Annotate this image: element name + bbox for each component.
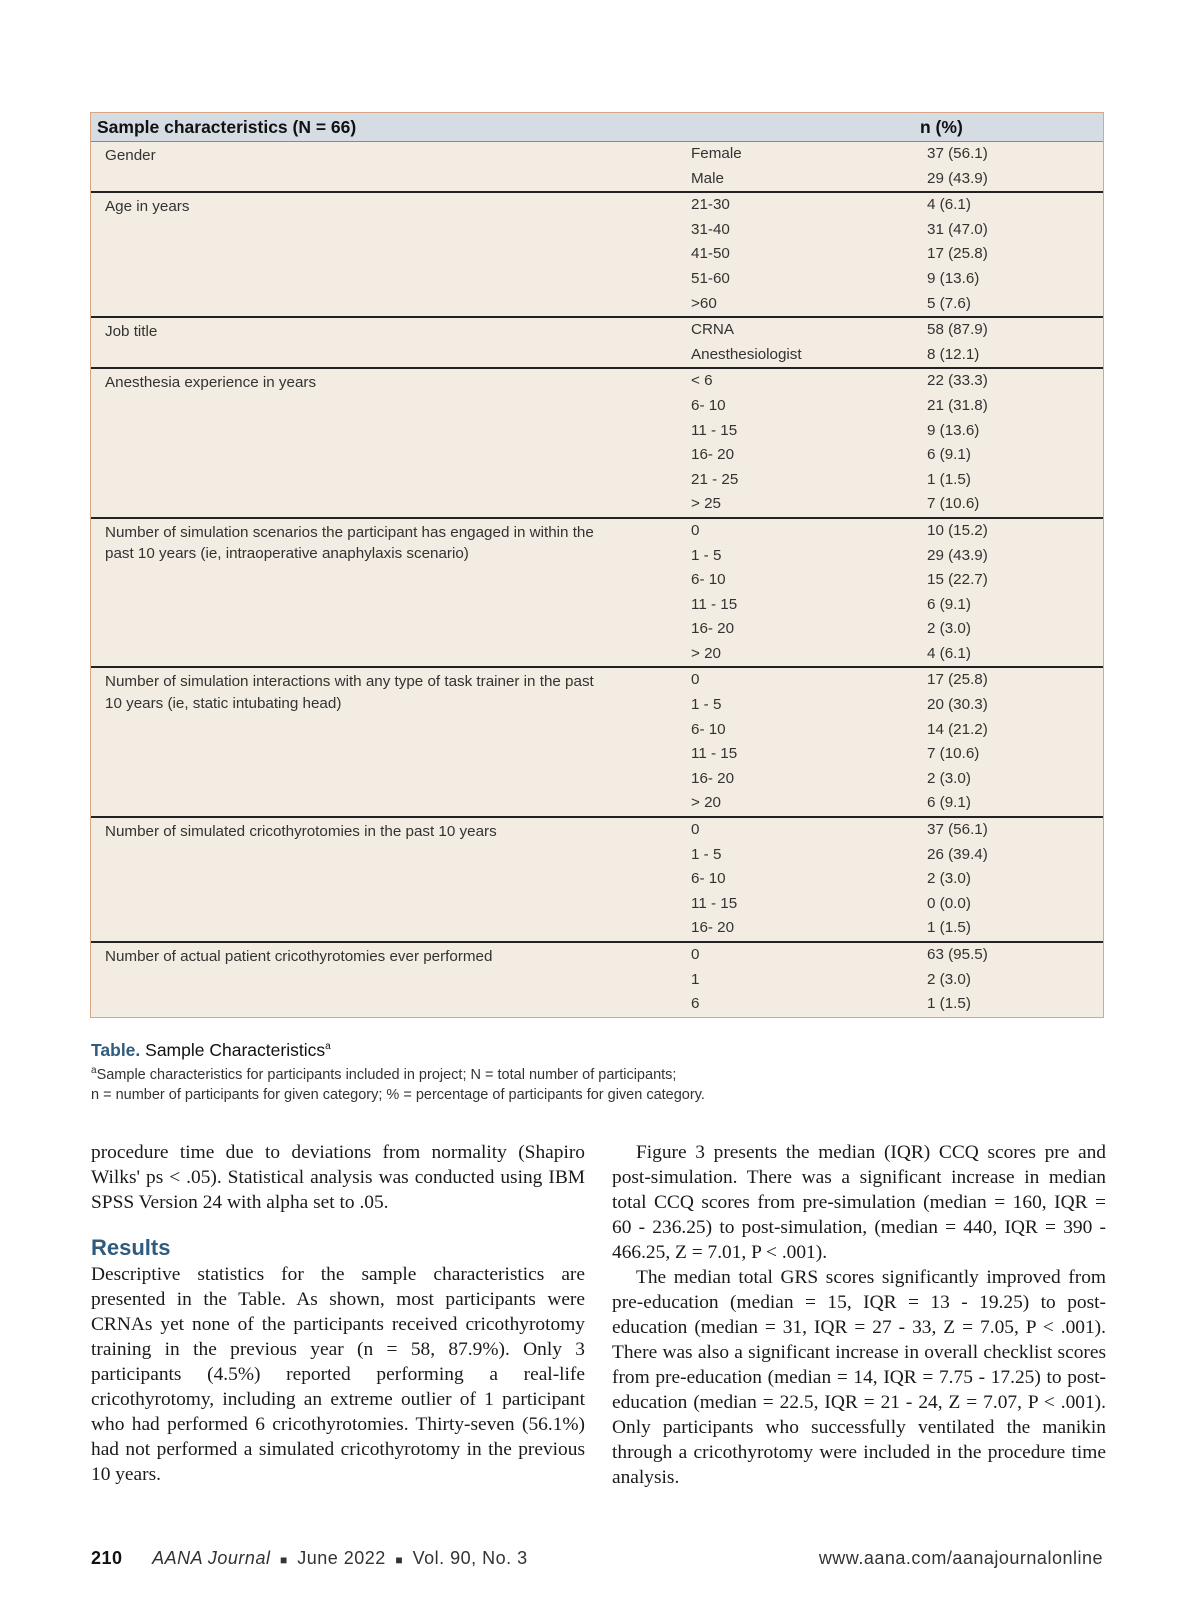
table-caption (91, 1040, 1103, 1105)
table-row (91, 192, 1103, 317)
subcategory-cell (678, 667, 914, 817)
count-percent-value: 6 (9.1) (927, 794, 971, 812)
count-percent-value: 1 (1.5) (927, 470, 971, 488)
count-percent-value: 21 (31.8) (927, 396, 988, 414)
count-percent-value: 6 (9.1) (927, 446, 971, 464)
subcategory-label: 21 - 25 (691, 470, 739, 488)
subcategory-label: 16- 20 (691, 769, 735, 787)
results-heading: Results (91, 1235, 171, 1260)
value-cell (914, 667, 1103, 817)
subcategory-cell (678, 942, 914, 1017)
right-paragraph-2: The median total GRS scores significantly improved from pre-education (median = 15, IQR = 13 - 19.25) to post-education (median = 31, IQR = 27 - 33, Z = 7.05, P < .001). There was also a significant increase in overall checklist scores from pre-education (median = 14, IQR = 7.75 - 17.25) to post-education (median = 22.5, IQR = 21 - 24, Z = 7.07, P < .001). Only participants who successfully ventilated the manikin through a cricothyrotomy were included in the procedure time analysis. (612, 1267, 1106, 1488)
value-cell (914, 942, 1103, 1017)
volume-issue: Vol. 90, No. 3 (412, 1548, 528, 1568)
count-percent-value: 7 (10.6) (927, 495, 980, 513)
page-number: 210 (91, 1548, 123, 1568)
table-header-characteristics: Sample characteristics (N = 66) (91, 113, 914, 142)
count-percent-value: 2 (3.0) (927, 970, 971, 988)
subcategory-label: 21-30 (691, 196, 730, 214)
category-label: Number of simulation interactions with any type of task trainer in the past 10 years (ie, static intubating head) (105, 673, 594, 712)
table-body (91, 142, 1103, 1017)
bullet-separator-icon: ■ (395, 1553, 404, 1567)
table-row (91, 942, 1103, 1017)
subcategory-label: 11 - 15 (691, 595, 738, 613)
caption-title (91, 1040, 1103, 1061)
caption-note-sup: a (91, 1065, 97, 1076)
category-label: Gender (105, 147, 156, 164)
left-column (91, 1140, 585, 1487)
count-percent-value: 31 (47.0) (927, 220, 988, 238)
count-percent-value: 1 (1.5) (927, 995, 971, 1013)
category-label: Age in years (105, 198, 190, 216)
count-percent-value: 4 (6.1) (927, 196, 971, 214)
caption-note (91, 1061, 1103, 1105)
caption-title-text: Sample Characteristics (145, 1040, 326, 1060)
subcategory-label: 1 (691, 970, 700, 988)
page-footer (91, 1548, 1103, 1569)
right-paragraph-1: Figure 3 presents the median (IQR) CCQ scores pre and post-simulation. There was a significant increase in median total CCQ scores from pre-simulation (median = 160, IQR = 60 - 236.25) to post-simulation, (median = 440, IQR = 390 - 466.25, Z = 7.01, P < .001). (612, 1142, 1106, 1263)
category-cell (91, 192, 678, 317)
count-percent-value: 9 (13.6) (927, 421, 980, 439)
count-percent-value: 37 (56.1) (927, 821, 988, 839)
count-percent-value: 29 (43.9) (927, 169, 988, 187)
subcategory-label: > 20 (691, 794, 721, 812)
subcategory-label: 0 (691, 671, 700, 689)
category-cell (91, 142, 678, 193)
count-percent-value: 2 (3.0) (927, 620, 971, 638)
subcategory-label: > 20 (691, 644, 721, 662)
subcategory-cell (678, 192, 914, 317)
subcategory-label: 6- 10 (691, 870, 726, 888)
count-percent-value: 10 (15.2) (927, 521, 988, 539)
caption-note-line1: Sample characteristics for participants included in project; N = total number of participants; (96, 1066, 677, 1083)
category-label: Job title (105, 323, 158, 341)
subcategory-label: 1 - 5 (691, 845, 722, 863)
subcategory-label: 16- 20 (691, 446, 735, 464)
category-cell (91, 368, 678, 518)
subcategory-label: CRNA (691, 321, 735, 339)
subcategory-label: 6- 10 (691, 396, 726, 414)
subcategory-label: 1 - 5 (691, 546, 722, 564)
table-header-n-percent: n (%) (914, 113, 1103, 142)
table-row (91, 518, 1103, 668)
subcategory-label: 51-60 (691, 269, 730, 287)
category-cell (91, 942, 678, 1017)
table-row (91, 368, 1103, 518)
subcategory-cell (678, 518, 914, 668)
subcategory-label: 11 - 15 (691, 745, 738, 763)
value-cell (914, 518, 1103, 668)
count-percent-value: 17 (25.8) (927, 671, 988, 689)
count-percent-value: 0 (0.0) (927, 894, 971, 912)
subcategory-label: 16- 20 (691, 620, 735, 638)
right-column (612, 1140, 1106, 1490)
subcategory-label: 6- 10 (691, 720, 726, 738)
count-percent-value: 2 (3.0) (927, 769, 971, 787)
value-cell (914, 192, 1103, 317)
subcategory-label: 0 (691, 946, 700, 963)
count-percent-value: 20 (30.3) (927, 696, 988, 714)
count-percent-value: 26 (39.4) (927, 845, 988, 863)
issue-date: June 2022 (297, 1548, 386, 1568)
count-percent-value: 2 (3.0) (927, 870, 971, 888)
category-cell (91, 817, 678, 942)
subcategory-label: < 6 (691, 372, 713, 390)
count-percent-value: 5 (7.6) (927, 294, 971, 312)
count-percent-value: 8 (12.1) (927, 345, 980, 363)
count-percent-value: 1 (1.5) (927, 919, 971, 937)
count-percent-value: 6 (9.1) (927, 595, 971, 613)
value-cell (914, 817, 1103, 942)
subcategory-label: Anesthesiologist (691, 345, 802, 363)
category-cell (91, 317, 678, 368)
category-label: Anesthesia experience in years (105, 374, 317, 392)
subcategory-cell (678, 368, 914, 518)
count-percent-value: 37 (56.1) (927, 145, 988, 162)
count-percent-value: 14 (21.2) (927, 720, 988, 738)
subcategory-label: 11 - 15 (691, 421, 738, 439)
left-paragraph-1: procedure time due to deviations from normality (Shapiro Wilks' ps < .05). Statistical analysis was conducted using IBM SPSS Version 24 with alpha set to .05. (91, 1142, 585, 1213)
table-header-row (91, 113, 1103, 142)
subcategory-label: Female (691, 145, 742, 162)
subcategory-label: 31-40 (691, 220, 730, 238)
subcategory-label: 0 (691, 521, 700, 539)
subcategory-label: 0 (691, 821, 700, 839)
count-percent-value: 17 (25.8) (927, 245, 988, 263)
count-percent-value: 15 (22.7) (927, 571, 988, 589)
subcategory-cell (678, 317, 914, 368)
count-percent-value: 58 (87.9) (927, 321, 988, 339)
subcategory-label: 6- 10 (691, 571, 726, 589)
count-percent-value: 7 (10.6) (927, 745, 980, 763)
caption-note-line2: n = number of participants for given category; % = percentage of participants for given category. (91, 1086, 705, 1103)
category-label: Number of simulated cricothyrotomies in the past 10 years (105, 823, 497, 841)
sample-characteristics-table (91, 113, 1103, 1017)
value-cell (914, 142, 1103, 193)
table-row (91, 317, 1103, 368)
journal-url: www.aana.com/aanajournalonline (818, 1548, 1103, 1568)
count-percent-value: 9 (13.6) (927, 269, 980, 287)
caption-label: Table. (91, 1040, 141, 1060)
table-row (91, 142, 1103, 193)
value-cell (914, 368, 1103, 518)
subcategory-label: 1 - 5 (691, 696, 722, 714)
count-percent-value: 22 (33.3) (927, 372, 988, 390)
subcategory-cell (678, 142, 914, 193)
subcategory-label: Male (691, 169, 724, 187)
category-cell (91, 667, 678, 817)
subcategory-cell (678, 817, 914, 942)
subcategory-label: 11 - 15 (691, 894, 738, 912)
subcategory-label: 41-50 (691, 245, 730, 263)
bullet-separator-icon: ■ (279, 1553, 288, 1567)
subcategory-label: >60 (691, 294, 717, 312)
category-cell (91, 518, 678, 668)
category-label: Number of simulation scenarios the participant has engaged in within the past 10 years (ie, intraoperative anaphylaxis scenario) (105, 523, 594, 563)
category-label: Number of actual patient cricothyrotomies ever performed (105, 948, 493, 965)
journal-name: AANA Journal (152, 1548, 271, 1568)
left-paragraph-2: Descriptive statistics for the sample characteristics are presented in the Table. As shown, most participants were CRNAs yet none of the participants received cricothyrotomy training in the previous year (n = 58, 87.9%). Only 3 participants (4.5%) reported performing a real-life cricothyrotomy, including an extreme outlier of 1 participant who had performed 6 cricothyrotomies. Thirty-seven (56.1%) had not performed a simulated cricothyrotomy in the previous 10 years. (91, 1264, 585, 1485)
subcategory-label: 16- 20 (691, 919, 735, 937)
subcategory-label: > 25 (691, 495, 721, 513)
caption-title-sup: a (325, 1041, 331, 1053)
table-row (91, 817, 1103, 942)
count-percent-value: 29 (43.9) (927, 546, 988, 564)
count-percent-value: 63 (95.5) (927, 946, 988, 963)
count-percent-value: 4 (6.1) (927, 644, 971, 662)
table-row (91, 667, 1103, 817)
value-cell (914, 317, 1103, 368)
subcategory-label: 6 (691, 995, 700, 1013)
